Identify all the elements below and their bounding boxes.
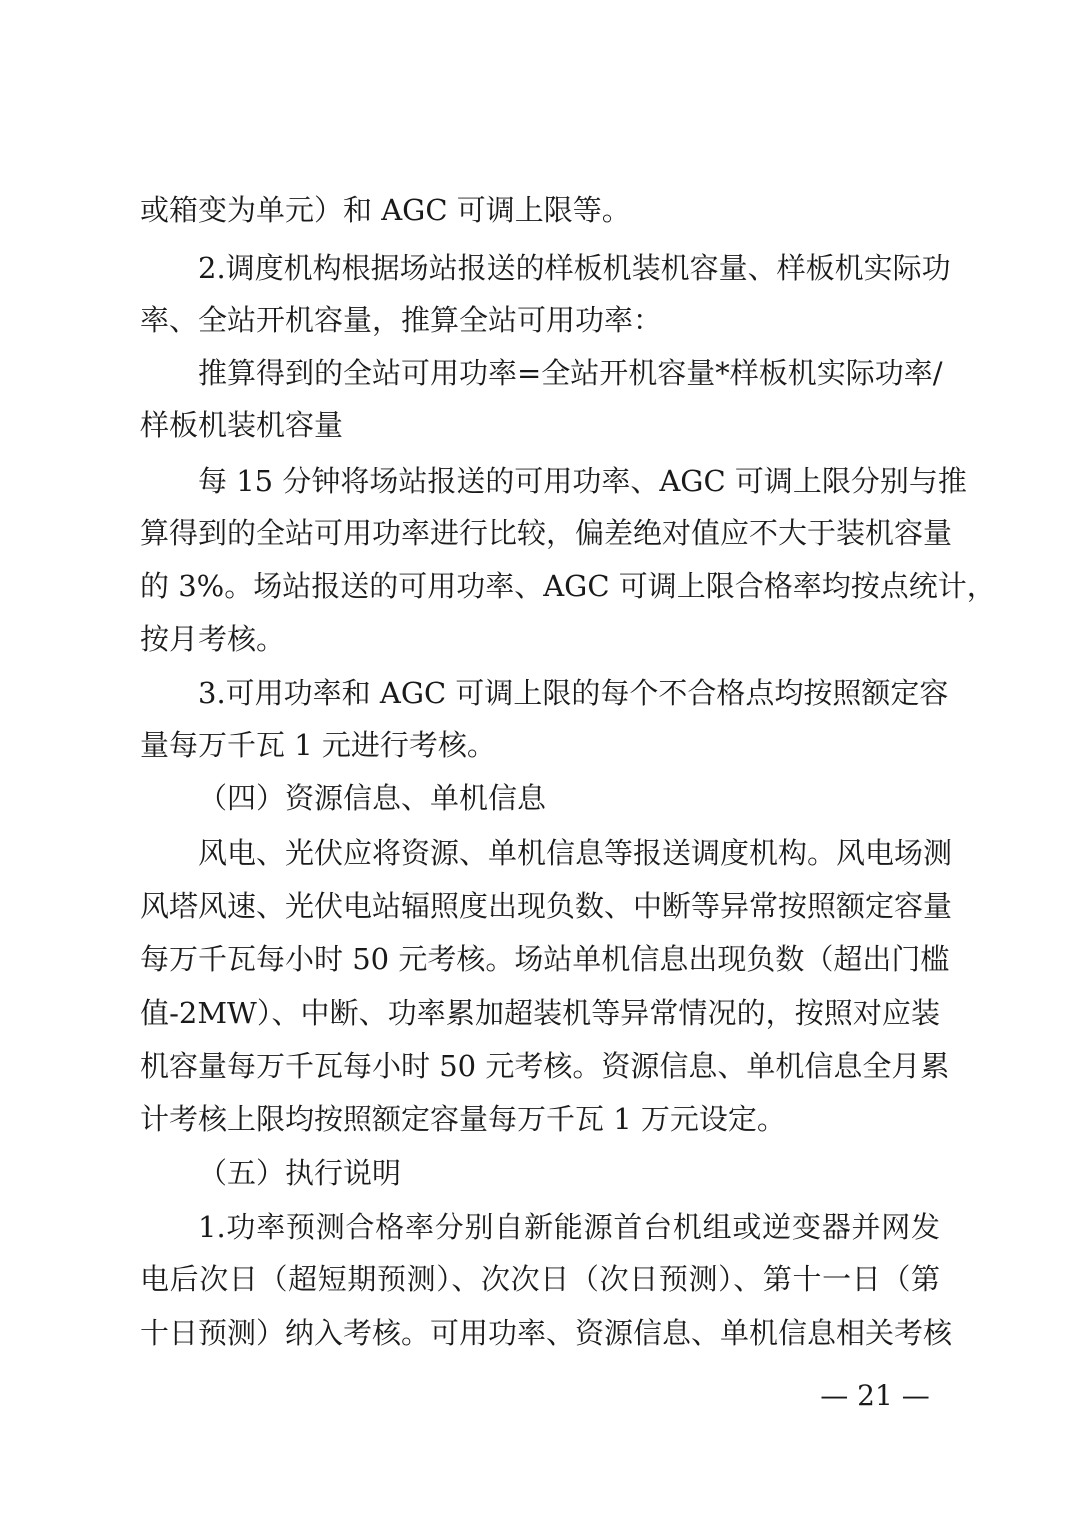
text-line: 每万千瓦每小时 50 元考核。场站单机信息出现负数（超出门槛 xyxy=(140,942,950,976)
text-line: 2.调度机构根据场站报送的样板机装机容量、样板机实际功 xyxy=(198,251,951,285)
text-line: 率、全站开机容量，推算全站可用功率： xyxy=(140,303,663,337)
text-line: 3.可用功率和 AGC 可调上限的每个不合格点均按照额定容 xyxy=(198,676,949,710)
text-line: 样板机装机容量 xyxy=(140,408,344,442)
text-line: 推算得到的全站可用功率=全站开机容量*样板机实际功率/ xyxy=(198,356,943,390)
text-line: 风电、光伏应将资源、单机信息等报送调度机构。风电场测 xyxy=(198,836,953,870)
text-line: 算得到的全站可用功率进行比较，偏差绝对值应不大于装机容量 xyxy=(140,516,953,550)
text-line: 风塔风速、光伏电站辐照度出现负数、中断等异常按照额定容量 xyxy=(140,889,953,923)
text-line: 1.功率预测合格率分别自新能源首台机组或逆变器并网发 xyxy=(198,1210,940,1244)
section-heading: （五）执行说明 xyxy=(198,1156,402,1190)
text-line: 每 15 分钟将场站报送的可用功率、AGC 可调上限分别与推 xyxy=(198,464,967,498)
text-line: 的 3%。场站报送的可用功率、AGC 可调上限合格率均按点统计， xyxy=(140,569,996,603)
text-line: 机容量每万千瓦每小时 50 元考核。资源信息、单机信息全月累 xyxy=(140,1049,950,1083)
text-line: 量每万千瓦 1 元进行考核。 xyxy=(140,728,496,762)
text-line: 十日预测）纳入考核。可用功率、资源信息、单机信息相关考核 xyxy=(140,1316,953,1350)
text-line: 值-2MW）、中断、功率累加超装机等异常情况的，按照对应装 xyxy=(140,996,940,1030)
text-line: 或箱变为单元）和 AGC 可调上限等。 xyxy=(140,193,631,227)
text-line: 计考核上限均按照额定容量每万千瓦 1 万元设定。 xyxy=(140,1102,786,1136)
text-line: 按月考核。 xyxy=(140,622,286,656)
page-number: — 21 — xyxy=(820,1379,930,1412)
section-heading: （四）资源信息、单机信息 xyxy=(198,781,547,815)
text-line: 电后次日（超短期预测）、次次日（次日预测）、第十一日（第 xyxy=(140,1262,940,1296)
